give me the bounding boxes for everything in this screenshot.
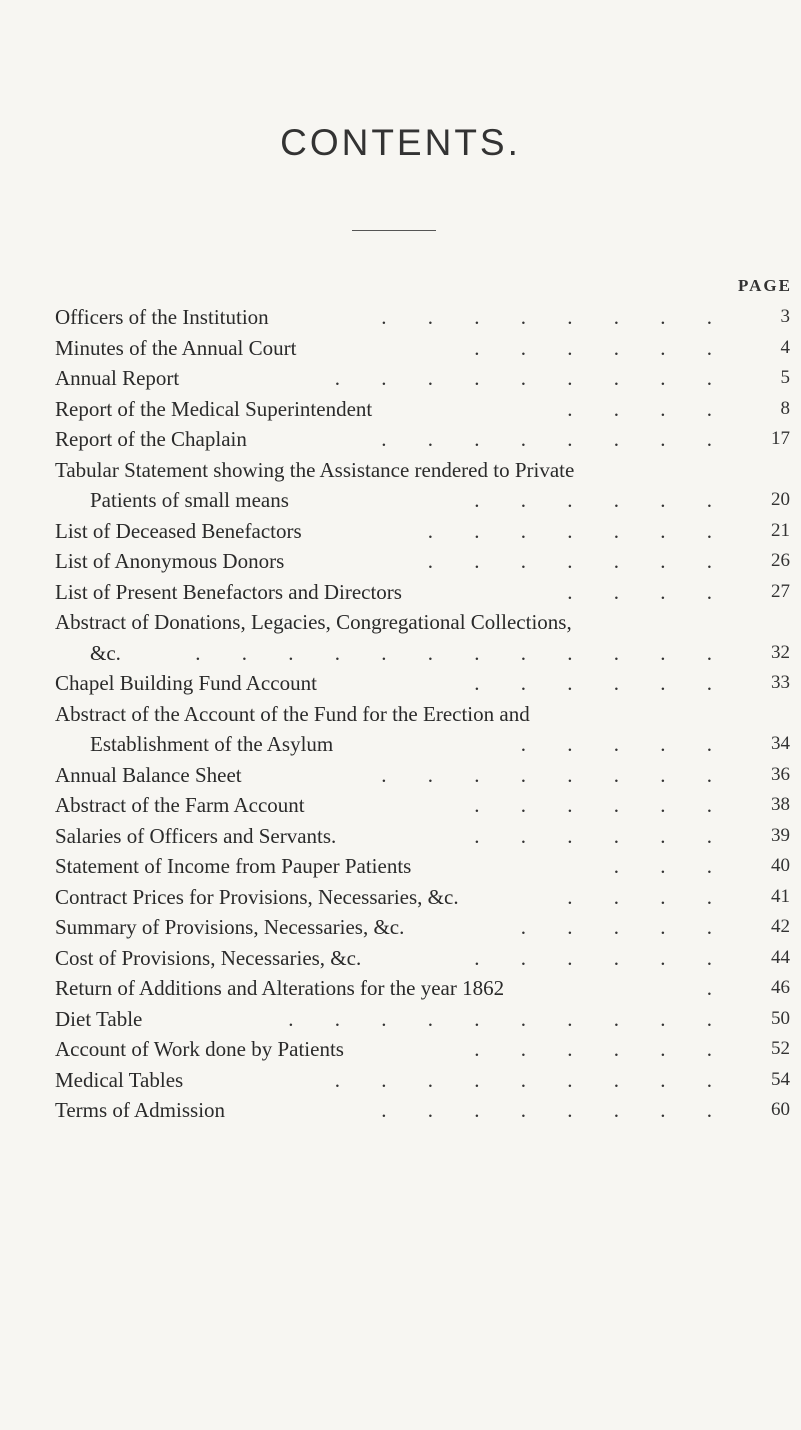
toc-entry [55,516,790,547]
toc-entry [55,699,790,730]
toc-entry [55,1034,790,1065]
dot-leader: . . . . . . [474,823,730,848]
toc-entry-page-number: 17 [771,428,790,449]
toc-entry-title: Annual Balance Sheet [55,762,242,787]
toc-entry [55,424,790,455]
toc-entry-title: Statement of Income from Pauper Patients [55,854,412,878]
toc-entry [55,607,790,638]
toc-entry-page-number: 52 [771,1038,790,1059]
toc-entry [55,363,790,394]
dot-leader: . . . . . . . . [381,427,730,451]
toc-entry-title: Summary of Provisions, Necessaries, &c. [55,915,405,939]
dot-leader: . . . . . . . . [381,762,730,787]
dot-leader: . . . . . . . . [381,1098,730,1122]
toc-entry-title: Abstract of the Farm Account [55,793,305,817]
dot-leader: . . . . [567,396,730,421]
dot-leader: . . . . . [520,915,730,939]
toc-entry-title: Account of Work done by Patients [55,1037,344,1061]
toc-entry-page-number: 46 [771,977,790,998]
toc-entry-page-number: 60 [771,1099,790,1120]
dot-leader: . . . . . . . . . . . . [195,640,730,665]
toc-entry [55,333,790,364]
toc-entry-page-number: 21 [771,519,790,541]
dot-leader: . . . . [567,884,730,909]
toc-entry-page-number: 33 [771,672,790,693]
toc-entry-page-number: 42 [771,916,790,937]
toc-entry-page-number: 40 [771,855,790,876]
toc-entry-title: List of Present Benefactors and Directors [55,579,402,604]
toc-entry-title: Annual Report [55,366,180,390]
toc-entry-title: Terms of Admission [55,1098,226,1122]
dot-leader: . [706,976,730,1000]
toc-entry [55,760,790,791]
toc-entry-title: Tabular Statement showing the Assistance rendered to Private [55,457,575,482]
toc-entry [55,821,790,852]
toc-entry-title: Report of the Medical Superintendent [55,396,373,421]
toc-entry-page-number: 3 [780,306,790,327]
dot-leader: . . . . . . . [427,549,730,573]
toc-entry-page-number: 54 [771,1068,790,1090]
toc-entry-page-number: 27 [771,580,790,602]
toc-entry [55,1065,790,1096]
toc-entry [55,638,790,669]
toc-entry-title: List of Anonymous Donors [55,549,285,573]
dot-leader: . . . . . . [474,671,730,695]
dot-leader: . . . . . . [474,945,730,970]
dot-leader: . . . . . . [474,335,730,360]
toc-entry-page-number: 38 [771,794,790,815]
dot-leader: . . . [613,854,730,878]
toc-entry-page-number: 34 [771,733,790,754]
table-of-contents [55,302,790,1126]
title-divider [352,230,436,231]
page-title: CONTENTS. [280,122,521,163]
toc-entry [55,394,790,425]
toc-entry [55,485,790,516]
toc-entry [55,912,790,943]
toc-entry-title: Chapel Building Fund Account [55,671,317,695]
toc-entry-title: Abstract of Donations, Legacies, Congregational Collections, [55,610,572,634]
toc-entry-title: Diet Table [55,1006,143,1031]
dot-leader: . . . . . . . . . [334,366,730,390]
toc-entry [55,1095,790,1126]
toc-entry-title: Patients of small means [90,488,289,512]
toc-entry-title: Return of Additions and Alterations for the year 1862 [55,976,505,1000]
toc-entry-title: Contract Prices for Provisions, Necessaries, &c. [55,884,459,909]
toc-entry [55,790,790,821]
toc-entry-title: &c. [90,640,121,665]
toc-entry [55,668,790,699]
toc-entry-title: Minutes of the Annual Court [55,335,297,360]
toc-entry [55,546,790,577]
dot-leader: . . . . . . [474,793,730,817]
toc-entry [55,1004,790,1035]
toc-entry-page-number: 39 [771,824,790,846]
toc-entry-page-number: 8 [780,397,790,419]
dot-leader: . . . . . . . . . . [288,1006,730,1031]
toc-entry [55,973,790,1004]
toc-entry [55,302,790,333]
toc-entry [55,943,790,974]
toc-entry-title: Report of the Chaplain [55,427,247,451]
toc-entry [55,882,790,913]
toc-entry-page-number: 32 [771,641,790,663]
toc-entry [55,729,790,760]
toc-entry [55,577,790,608]
toc-entry-title: Abstract of the Account of the Fund for the Erection and [55,701,530,726]
dot-leader: . . . . [567,579,730,604]
toc-entry-page-number: 36 [771,763,790,785]
dot-leader: . . . . . . [474,488,730,512]
toc-entry-page-number: 26 [771,550,790,571]
toc-entry-page-number: 41 [771,885,790,907]
toc-entry-page-number: 44 [771,946,790,968]
dot-leader: . . . . . . . . [381,305,730,329]
toc-entry-title: Establishment of the Asylum [90,732,334,756]
dot-leader: . . . . . . . [427,518,730,543]
toc-entry-page-number: 50 [771,1007,790,1029]
toc-entry [55,851,790,882]
toc-entry-title: Medical Tables [55,1067,184,1092]
toc-entry-page-number: 5 [780,367,790,388]
toc-entry-page-number: 20 [771,489,790,510]
page-column-label: PAGE [738,276,792,295]
toc-entry-title: Cost of Provisions, Necessaries, &c. [55,945,362,970]
toc-entry-title: Officers of the Institution [55,305,269,329]
toc-entry-title: List of Deceased Benefactors [55,518,302,543]
toc-entry [55,455,790,486]
dot-leader: . . . . . [520,732,730,756]
dot-leader: . . . . . . . . . [334,1067,730,1092]
toc-entry-page-number: 4 [780,336,790,358]
dot-leader: . . . . . . [474,1037,730,1061]
toc-entry-title: Salaries of Officers and Servants. [55,823,337,848]
